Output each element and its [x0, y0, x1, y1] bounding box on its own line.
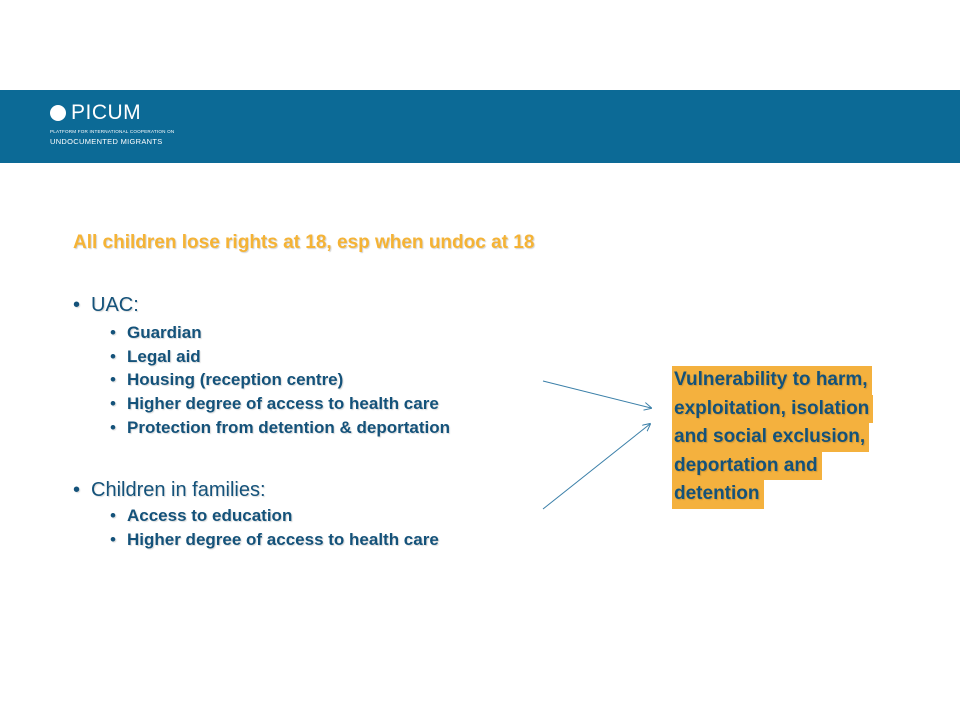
arrow-uac: [543, 381, 651, 408]
bullet-icon: •: [73, 479, 81, 501]
bullet-icon: •: [110, 417, 116, 437]
vulnerability-callout: [672, 366, 932, 509]
list-item-text: Higher degree of access to health care: [127, 529, 439, 549]
bullet-icon: •: [110, 323, 116, 342]
callout-line: deportation and: [672, 452, 822, 481]
callout-line: exploitation, isolation: [672, 395, 873, 424]
list-item-text: Protection from detention & deportation: [127, 417, 450, 437]
list-item-text: Access to education: [127, 506, 293, 525]
logo-tagline-2: UNDOCUMENTED MIGRANTS: [50, 137, 163, 146]
bullet-icon: •: [73, 294, 81, 316]
list-item-text: Higher degree of access to health care: [127, 394, 439, 414]
bullet-icon: •: [110, 394, 116, 414]
callout-line: and social exclusion,: [672, 423, 869, 452]
bullet-icon: •: [110, 506, 116, 525]
list-item-text: Legal aid: [127, 346, 201, 366]
group-label: Children in families:: [91, 479, 266, 501]
logo-name: PICUM: [71, 101, 142, 124]
logo-tagline-1: PLATFORM FOR INTERNATIONAL COOPERATION ON: [50, 129, 175, 134]
arrow-families: [543, 424, 650, 509]
callout-line: detention: [672, 480, 764, 509]
list-item-text: Guardian: [127, 323, 202, 342]
bullet-icon: •: [110, 529, 116, 549]
slide-heading: All children lose rights at 18, esp when undoc at 18: [73, 232, 535, 253]
bullet-icon: •: [110, 346, 116, 366]
group-label: UAC:: [91, 294, 139, 316]
callout-line: Vulnerability to harm,: [672, 366, 872, 395]
list-item-text: Housing (reception centre): [127, 370, 344, 390]
bullet-icon: •: [110, 370, 116, 390]
